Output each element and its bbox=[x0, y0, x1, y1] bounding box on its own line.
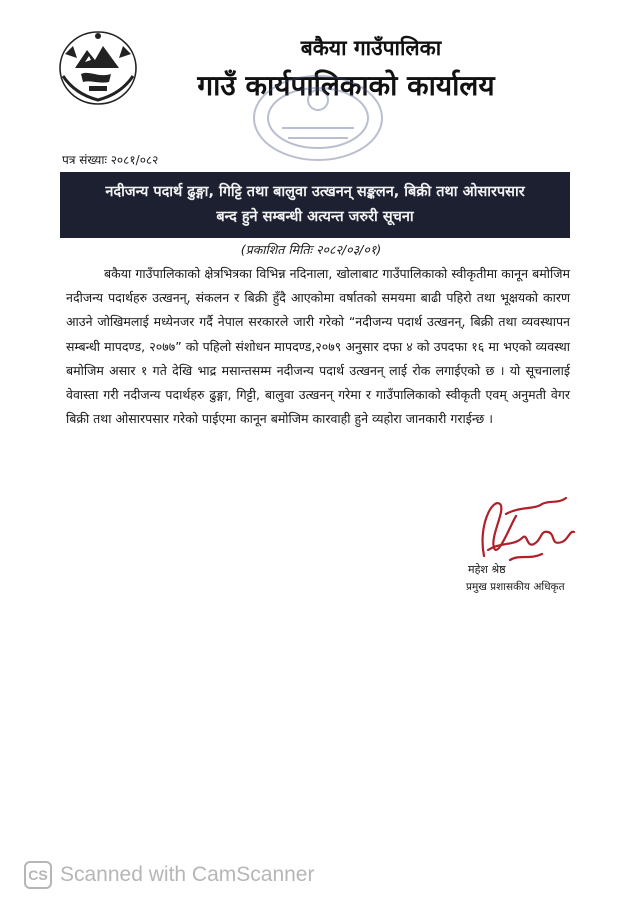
municipality-name: बकैया गाउँपालिका bbox=[300, 36, 442, 60]
notice-title-band bbox=[60, 172, 570, 238]
published-date: (प्रकाशित मितिः २०८२/०३/०१) bbox=[240, 242, 382, 257]
notice-title-line-2: बन्द हुने सम्बन्धी अत्यन्त जरुरी सूचना bbox=[216, 209, 414, 225]
notice-title-line-1: नदीजन्य पदार्थ ढुङ्गा, गिट्टि तथा बालुवा उत्खनन् सङ्कलन, बिक्री तथा ओसारपसार bbox=[105, 184, 525, 200]
camscanner-logo-icon: CS bbox=[24, 861, 52, 889]
signer-name: महेश श्रेष्ठ bbox=[468, 563, 506, 576]
signer-title: प्रमुख प्रशासकीय अधिकृत bbox=[466, 581, 565, 593]
camscanner-footer bbox=[24, 860, 314, 890]
notice-body: बकैया गाउँपालिकाको क्षेत्रभित्रका विभिन्न नदिनाला, खोलाबाट गाउँपालिकाको स्वीकृतीमा कानून बमोजिम नदीजन्य पदार्थहरु उत्खनन्, संकलन र बिक्री हुँदै आएकोमा वर्षातको समयमा बाढी पहिरो तथा भूक्षयको कारण आउने जोखिमलाई मध्येनजर गर्दै नेपाल सरकारले जारी गरेको “नदीजन्य पदार्थ उत्खनन्, बिक्री तथा व्यवस्थापन सम्बन्धी मापदण्ड, २०७७” को पहिलो संशोधन मापदण्ड,२०७९ अनुसार दफा ४ को उपदफा १६ मा भएको व्यवस्था बमोजिम असार १ गते देखि भाद्र मसान्तसम्म नदीजन्य पदार्थ उत्खनन् लाई रोक लगाईएको छ । यो सूचनालाई वेवास्ता गरी नदीजन्य पदार्थहरु ढुङ्गा, गिट्टी, बालुवा उत्खनन् गरेमा र गाउँपालिकाको स्वीकृती एवम् अनुमती वेगर बिक्री तथा ओसारपसार गरेको पाईएमा कानून बमोजिम कारवाही हुने व्यहोरा जानकारी गराईन्छ । bbox=[66, 266, 570, 427]
office-title: गाउँ कार्यपालिकाको कार्यालय bbox=[197, 69, 495, 102]
office-seal-icon bbox=[248, 70, 388, 166]
footer-text: Scanned with CamScanner bbox=[60, 863, 315, 886]
letter-number: पत्र संख्याः २०८१/०८२ bbox=[62, 153, 159, 167]
